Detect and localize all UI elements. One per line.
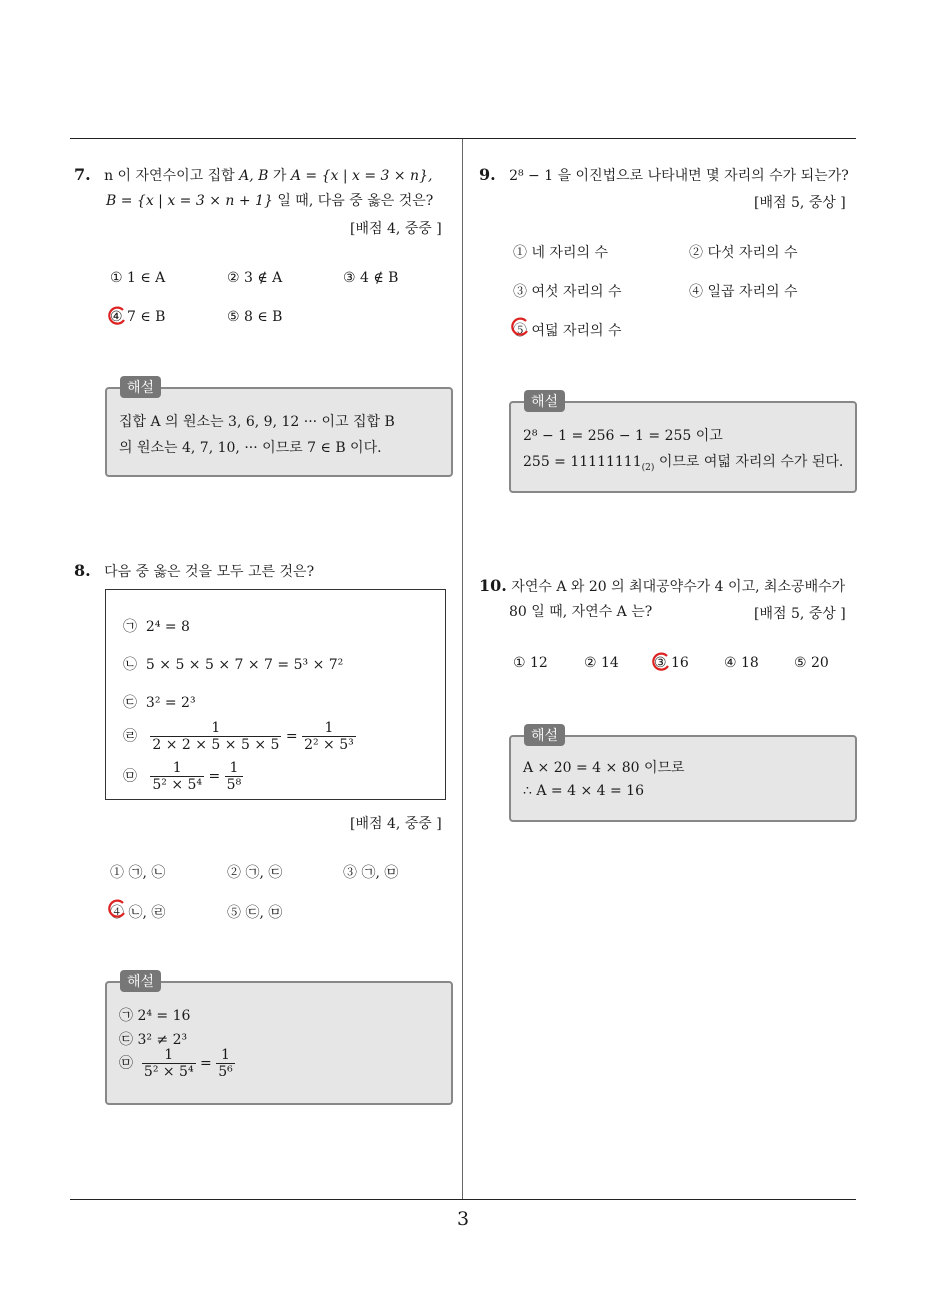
option-3[interactable]: ③ 4 ∉ B — [343, 270, 399, 286]
solution-tag: 해설 — [524, 390, 565, 412]
option-5[interactable]: ⑤ 여덟 자리의 수 — [513, 323, 622, 339]
solution-line: ∴ A = 4 × 4 = 16 — [523, 783, 644, 799]
fraction: $\frac{1}{\text{5² × 5⁴}}$ — [143, 1047, 194, 1080]
solution-box — [105, 387, 453, 477]
solution-tag: 해설 — [120, 970, 161, 992]
solution-line: $255 = 11111111_{(2)}$ 이므로 여덟 자리의 수가 된다. — [523, 454, 844, 473]
solution-box — [105, 981, 453, 1105]
solution-line: 의 원소는 4, 7, 10, ··· 이므로 7 ∈ B 이다. — [119, 440, 382, 456]
problem-number: 9. — [479, 165, 496, 184]
option-3[interactable]: ③ ㉠, ㉤ — [343, 865, 399, 881]
fraction: $\frac{1}{2 \times 2 \times 5 \times 5 \times 5}$ — [152, 720, 280, 753]
score-label: [배점 5, 중상 ] — [754, 195, 846, 211]
statement-e: ㉤ $\frac{1}{\text{5² × 5⁴}}$ = $\frac{1}{\text{5⁸}}$ — [123, 760, 242, 793]
answer-circle-mark — [106, 898, 128, 920]
top-rule — [70, 138, 856, 139]
statement-a: ㉠ 2⁴ = 8 — [123, 619, 190, 635]
fraction: $\frac{1}{\text{5² × 5⁴}}$ — [152, 760, 203, 793]
statement-b: ㉡ 5 × 5 × 5 × 7 × 7 = 5³ × 7² — [123, 657, 344, 673]
solution-line: A × 20 = 4 × 80 이므로 — [523, 760, 685, 776]
solution-line: ㉤ $\frac{1}{\text{5² × 5⁴}}$ = $\frac{1}{\text{5⁶}}$ — [119, 1047, 233, 1080]
option-3[interactable]: ③ 16 — [654, 655, 689, 671]
option-1[interactable]: ① 네 자리의 수 — [513, 245, 608, 261]
option-3[interactable]: ③ 여섯 자리의 수 — [513, 284, 622, 300]
answer-circle-mark — [106, 305, 128, 327]
answer-circle-mark — [509, 316, 531, 338]
option-2[interactable]: ② ㉠, ㉢ — [227, 865, 283, 881]
option-4[interactable]: ④ 18 — [724, 655, 759, 671]
problem-7-line1: 7. n 이 자연수이고 집합 A, B 가 A = {x | x = 3 × n}, — [74, 165, 433, 184]
score-label: [배점 4, 중중 ] — [350, 816, 442, 832]
answer-circle-mark — [650, 651, 672, 673]
statement-d: ㉣ $\frac{1}{2 \times 2 \times 5 \times 5 \times 5}$ = $\frac{1}{\text{2² × 5³}}$ — [123, 720, 354, 753]
option-1[interactable]: ① 1 ∈ A — [110, 270, 166, 286]
solution-line: ㉠ 2⁴ = 16 — [119, 1008, 191, 1024]
statement-c: ㉢ 3² = 2³ — [123, 695, 196, 711]
option-2[interactable]: ② 3 ∉ A — [227, 270, 283, 286]
problem-10-line1: 10. 자연수 A 와 20 의 최대공약수가 4 이고, 최소공배수가 — [479, 576, 846, 595]
option-2[interactable]: ② 14 — [584, 655, 619, 671]
score-label: [배점 5, 중상 ] — [754, 606, 846, 622]
problem-number: 8. — [74, 561, 91, 580]
option-5[interactable]: ⑤ ㉢, ㉤ — [227, 905, 283, 921]
problem-8-question: 8. 다음 중 옳은 것을 모두 고른 것은? — [74, 561, 315, 580]
fraction: $\frac{1}{\text{5⁸}}$ — [226, 760, 242, 793]
statement-box — [105, 589, 446, 800]
problem-number: 7. — [74, 165, 91, 184]
fraction: $\frac{1}{\text{2² × 5³}}$ — [304, 720, 354, 753]
problem-9-question: 9. 2⁸ − 1 을 이진법으로 나타내면 몇 자리의 수가 되는가? — [479, 165, 849, 184]
problem-10-line2: 80 일 때, 자연수 A 는? — [509, 604, 653, 620]
option-5[interactable]: ⑤ 20 — [794, 655, 829, 671]
column-divider — [462, 139, 463, 1199]
option-4[interactable]: ④ 일곱 자리의 수 — [689, 284, 798, 300]
option-4[interactable]: ④ ㉡, ㉣ — [110, 905, 166, 921]
solution-tag: 해설 — [120, 376, 161, 398]
problem-number: 10. — [479, 576, 507, 595]
solution-box — [509, 401, 857, 493]
option-5[interactable]: ⑤ 8 ∈ B — [227, 309, 283, 325]
option-2[interactable]: ② 다섯 자리의 수 — [689, 245, 798, 261]
option-1[interactable]: ① ㉠, ㉡ — [110, 865, 166, 881]
solution-line: ㉢ 3² ≠ 2³ — [119, 1032, 188, 1048]
fraction: $\frac{1}{\text{5⁶}}$ — [218, 1047, 233, 1080]
option-4[interactable]: ④ 7 ∈ B — [110, 309, 166, 325]
solution-line: 2⁸ − 1 = 256 − 1 = 255 이고 — [523, 428, 723, 444]
problem-7-line2: B = {x | x = 3 × n + 1} 일 때, 다음 중 옳은 것은? — [106, 193, 434, 209]
solution-line: 집합 A 의 원소는 3, 6, 9, 12 ··· 이고 집합 B — [119, 414, 395, 430]
solution-tag: 해설 — [524, 724, 565, 746]
score-label: [배점 4, 중중 ] — [350, 221, 442, 237]
page-number: 3 — [456, 1208, 470, 1230]
option-1[interactable]: ① 12 — [513, 655, 548, 671]
bottom-rule — [70, 1199, 856, 1200]
solution-box — [509, 735, 857, 822]
